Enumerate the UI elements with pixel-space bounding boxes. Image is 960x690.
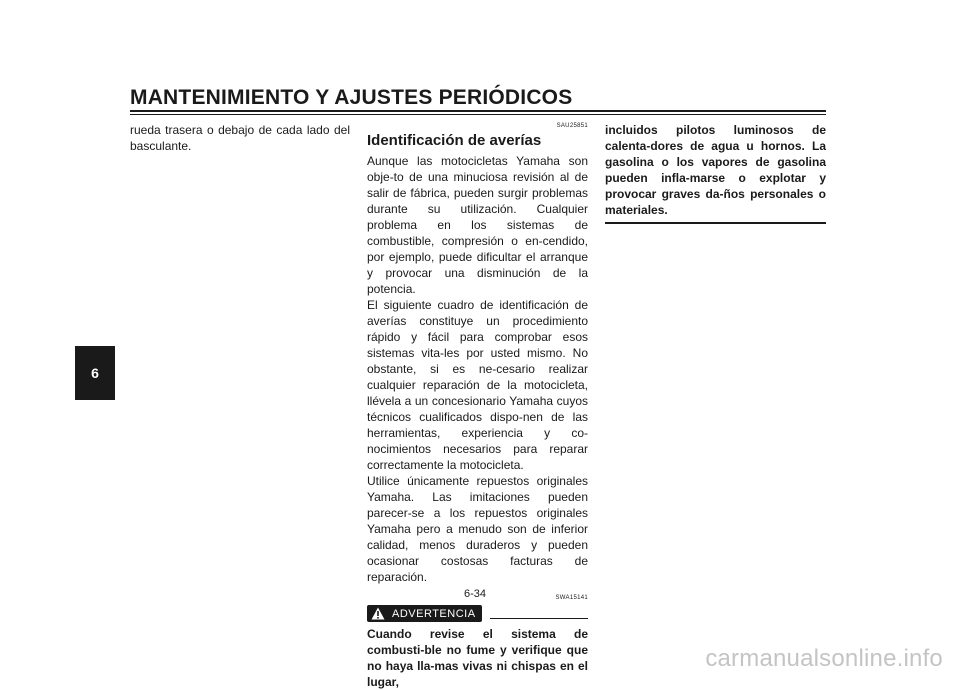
continuation-paragraph: rueda trasera o debajo de cada lado del basculante. [130, 123, 350, 153]
warning-label: ADVERTENCIA [392, 607, 476, 620]
column-1 [130, 122, 350, 154]
header-rule-thick [130, 110, 826, 112]
warning-divider [490, 618, 588, 619]
column-3 [605, 122, 826, 224]
warning-text-continued: incluidos pilotos luminosos de calenta-dores de agua u hornos. La gasolina o los vapores de gasolina pueden infla-marse o explotar y provocar graves da-ños personales o materiales. [605, 123, 826, 217]
section-code: SAU25851 [556, 123, 588, 129]
section-title: Identificación de averías [367, 132, 542, 149]
warning-end-rule [605, 222, 826, 224]
paragraph: Aunque las motocicletas Yamaha son obje-to de una minuciosa revisión al de salir de fábrica, pueden surgir problemas durante su utilización. Cualquier problema en los sistemas de combustible, compresión o en-cendido, por ejemplo, puede dificultar el arranque y provocar una disminución de la potencia. [367, 154, 588, 296]
page-number: 6-34 [464, 588, 487, 600]
warning-triangle-icon [371, 607, 385, 620]
warning-text: Cuando revise el sistema de combusti-ble no fume y verifique que no haya lla-mas vivas ni chispas en el lugar, [367, 627, 588, 689]
page-title: MANTENIMIENTO Y AJUSTES PERIÓDICOS [130, 86, 573, 109]
paragraph: Utilice únicamente repuestos originales Yamaha. Las imitaciones pueden parecer-se a los repuestos originales Yamaha pero a menudo son de inferior calidad, menos duraderos y pueden ocasionar costosas facturas de reparación. [367, 474, 588, 584]
chapter-tab: 6 [75, 346, 115, 400]
header-rule-thin [130, 114, 826, 115]
warning-badge [367, 605, 482, 622]
column-2 [367, 122, 588, 690]
paragraph: El siguiente cuadro de identificación de averías constituye un procedimiento rápido y fácil para comprobar esos sistemas vita-les por usted mismo. No obstante, si es ne-cesario realizar cualquier reparación de la motocicleta, llévela a un concesionario Yamaha cuyos técnicos cualificados dispo-nen de las herramientas, experiencia y co-nocimientos necesarios para reparar correctamente la motocicleta. [367, 298, 588, 472]
warning-code: SWA15141 [555, 595, 588, 601]
watermark: carmanualsonline.info [705, 645, 943, 672]
warning-header [367, 605, 588, 622]
